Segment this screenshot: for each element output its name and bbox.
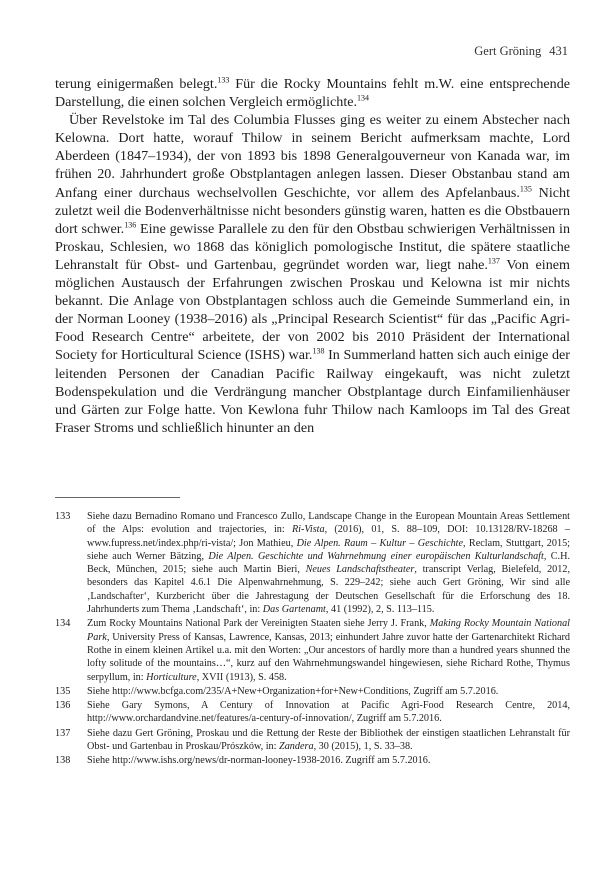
footnote-text: , 30 (2015), 1, S. 33–38.	[313, 741, 413, 753]
footnote-number: 136	[55, 700, 71, 712]
footnotes	[55, 510, 570, 769]
footnote-ref-136[interactable]: 136	[124, 220, 137, 230]
header-author: Gert Gröning	[474, 44, 542, 58]
footnote-number: 135	[55, 685, 71, 697]
footnote-text: , Reclam, Stuttgart, 2015; siehe auch Werner Bätzing,	[87, 537, 570, 562]
footnote-text: , C.H. Beck, München, 2015; siehe auch Martin Bieri,	[87, 550, 570, 576]
text-run: Nicht zuletzt weil die Bodenverhältnisse nicht besonders günstig waren, hatten es die Obstbauern dort schwer.	[55, 184, 570, 237]
footnote-136	[55, 699, 570, 726]
text-run: Für die Rocky Mountains fehlt m.W. eine entsprechende Darstellung, die einen solchen Vergleich ermöglichte.	[55, 76, 570, 111]
footnote-italic: Horticulture	[146, 671, 197, 683]
footnote-text: Siehe http://www.bcfga.com/235/A+New+Organization+for+New+Conditions, Zugriff am 5.7.2016.	[87, 685, 499, 697]
footnote-ref-133[interactable]: 133	[217, 75, 230, 85]
footnote-ref-137[interactable]: 137	[487, 256, 500, 266]
footnote-ref-138[interactable]: 138	[312, 346, 325, 356]
footnote-italic: Die Alpen. Raum – Kultur – Geschichte	[296, 537, 464, 549]
footnote-text: , transcript Verlag, Bielefeld, 2012, besonders das Kapitel 4.6.1 Die Alpenwahrnehmung, S. 229–242; siehe auch Gert Gröning, Wir sind alle ‚Landschafter‘, Kurzbericht über die Jahrestagung der Deutschen Gesellschaft für die Erforschung des 18. Jahrhunderts zum Thema ‚Landschaft‘, in:	[87, 564, 571, 616]
footnote-text: Siehe dazu Bernadino Romano und Francesco Zullo, Landscape Change in the European Mountain Areas Settlement of the Alps: evolution and trajectories, in:	[87, 511, 570, 536]
footnote-138	[55, 754, 570, 767]
running-header	[474, 44, 568, 59]
footnote-italic: Making Rocky Mountain National Park	[87, 618, 571, 643]
footnote-text: Siehe dazu Gert Gröning, Proskau und die Rettung der Reste der Bibliothek der einstigen staatlichen Lehranstalt für Obst- und Gartenbau in Proskau/Prószków, in:	[87, 727, 570, 753]
footnote-text: , XVII (1913), S. 458.	[196, 671, 287, 683]
footnote-137	[55, 727, 570, 754]
footnote-italic: Zandera	[279, 741, 314, 753]
text-run: Über Revelstoke im Tal des Columbia Flusses ging es weiter zu einem Abstecher nach Kelowna. Dort hatte, worauf Thilow in seinem Bericht aufmerksam machte, Lord Aberdeen (1847–1934), der von 1893 bis 1898 Generalgouverneur von Kanada war, im frühen 20. Jahrhundert große Obstplantagen anlegen lassen. Dieser Obstanbau stand am Anfang einer durchaus wechselvollen Geschichte, vor allem des Apfelanbaus.	[55, 112, 570, 201]
main-text	[55, 75, 570, 437]
text-run: In Summerland hatten sich auch einige der leitenden Personen der Canadian Pacific Railway eingekauft, was nicht zuletzt Bodenspekulation und die Verdrängung mancher Obstplantage durch Einfamilienhäuser und Gärten zur Folge hatte. Von Kewlona fuhr Thilow nach Kamloops im Tal des Great Fraser Stroms und schließlich hinunter an den	[55, 347, 570, 436]
footnote-number: 137	[55, 727, 71, 739]
footnote-134	[55, 617, 570, 683]
footnote-number: 138	[55, 755, 71, 767]
page-number: 431	[549, 44, 568, 58]
footnote-italic: Das Gartenamt	[262, 604, 326, 616]
footnote-ref-135[interactable]: 135	[519, 183, 532, 193]
text-run: Von einem möglichen Austausch der Erfahrungen zwischen Proskau und Kelowna ist mir nichts bekannt. Die Anlage von Obstplantagen schloss auch die Gemeinde Summerland ein, in der Norman Looney (1938–2016) als „Principal Research Scientist“ für das „Pacific Agri-Food Research Centre“ arbeitete, der von 2002 bis 2010 Präsident der International Society for Horticultural Science (ISHS) war.	[55, 256, 570, 364]
footnote-text: , University Press of Kansas, Lawrence, Kansas, 2013; einhundert Jahre zuvor hatte der Gartenarchitekt Richard Rothe in einem kleinen Artikel u.a. mit den Worten: „Our ancestors of hardly more than a hundred years shunned the lofty solitude of the mountains…“, kurz auf den Wahrnehmungswandel hingewiesen, siehe Richard Rothe, Thymus serpyllum, in:	[87, 631, 570, 683]
paragraph-2	[55, 111, 570, 437]
footnote-text: Siehe http://www.ishs.org/news/dr-norman-looney-1938-2016. Zugriff am 5.7.2016.	[87, 755, 431, 767]
footnote-text: Zum Rocky Mountains National Park der Vereinigten Staaten siehe Jerry J. Frank,	[87, 618, 430, 630]
text-run: Eine gewisse Parallele zu den für den Obstbau schwierigen Verhältnissen in Proskau, Schlesien, wo 1868 das königlich pomologische Institut, die spätere staatliche Lehranstalt für Obst- und Gartenbau, gegründet worden war, liegt nahe.	[55, 220, 571, 273]
footnote-divider	[55, 497, 180, 498]
footnote-italic: Die Alpen. Geschichte und Wahrnehmung einer europäischen Kulturlandschaft	[208, 550, 544, 562]
footnote-italic: Neues Landschaftstheater	[305, 564, 415, 576]
text-run: terung einigermaßen belegt.	[55, 76, 218, 92]
paragraph-1	[55, 75, 570, 111]
footnote-133	[55, 510, 570, 616]
footnote-ref-134[interactable]: 134	[357, 93, 370, 103]
footnote-italic: Ri-Vista	[291, 524, 325, 536]
footnote-135	[55, 685, 570, 698]
footnote-text: Siehe Gary Symons, A Century of Innovation at Pacific Agri-Food Research Centre, 2014, http://www.orchardandvine.net/features/a-century-of-innovation/, Zugriff am 5.7.2016.	[87, 700, 570, 725]
footnote-number: 134	[55, 618, 71, 630]
footnote-text: , 41 (1992), 2, S. 113–115.	[325, 604, 435, 616]
footnote-number: 133	[55, 511, 71, 522]
footnote-text: , (2016), 01, S. 88–109, DOI: 10.13128/RV-18268 – www.fupress.net/index.php/ri-vista/; Jon Mathieu,	[87, 524, 570, 549]
